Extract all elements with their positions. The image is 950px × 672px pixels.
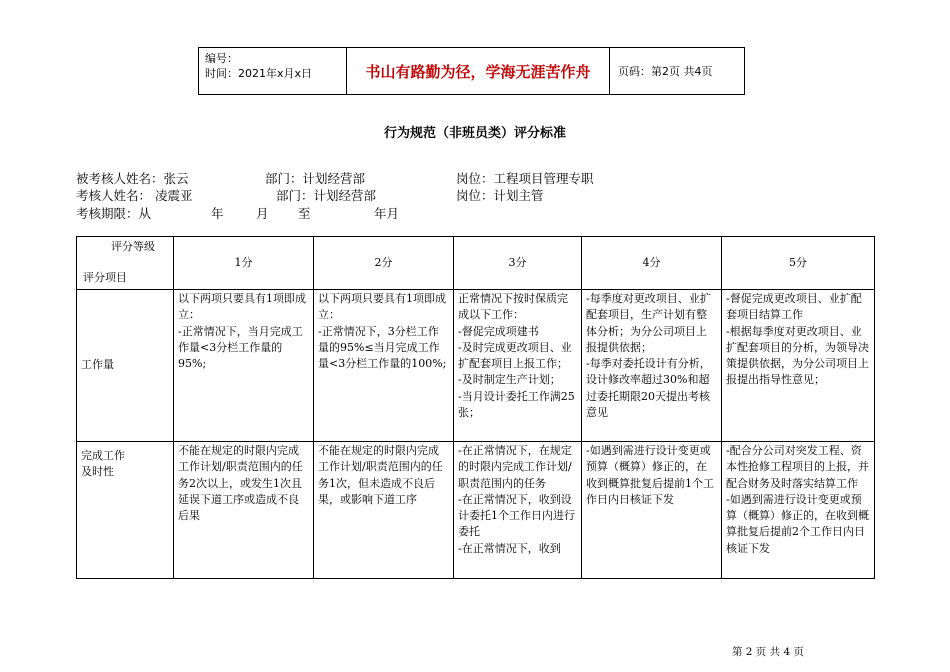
table-header-row [77,237,875,290]
time-label: 时间：2021年x月x日 [205,67,313,80]
corner-item-label: 评分项目 [83,270,127,284]
score-cell: -在正常情况下，在规定的时限内完成工作计划/职责范围内的任务 -在正常情况下，收到设计委托1个工作日内进行委托 -在正常情况下，收到 [454,442,582,579]
score-cell: 以下两项只要具有1项即成立： -正常情况下，3分栏工作量的95%≤当月完成工作量<3分栏工作量的100%; [314,290,454,442]
page-footer: 第 2 页 共 4 页 [731,646,804,658]
grade-header: 1分 [174,237,314,290]
row-item-label: 工作量 [77,290,174,442]
score-table [76,236,875,579]
table-row [77,290,875,442]
examiner-name: 考核人姓名： 凌震亚 [76,188,193,203]
grade-header: 4分 [582,237,722,290]
examiner-post: 岗位：计划主管 [456,188,544,203]
table-corner-cell [77,237,174,290]
number-label: 编号： [205,52,238,65]
grade-header: 5分 [722,237,875,290]
period-label: 考核期限：从 [76,206,152,221]
score-cell: -配合分公司对突发工程、资本性抢修工程项目的上报，并配合财务及时落实结算工作 -如遇到需进行设计变更或预算（概算）修正的，在收到概算批复后提前2个工作日内日核证下发 [722,442,875,579]
score-cell: 不能在规定的时限内完成工作计划/职责范围内的任务2次以上，或发生1次且延误下道工序或造成不良后果 [174,442,314,579]
examiner-dept: 部门：计划经营部 [276,188,377,203]
table-row [77,442,875,579]
period-month: 月 [256,206,269,221]
header-meta [199,48,347,94]
score-cell: 以下两项只要具有1项即成立： -正常情况下，当月完成工作量<3分栏工作量的95%; [174,290,314,442]
period-end: 年月 [374,206,400,221]
score-cell: 不能在规定的时限内完成工作计划/职责范围内的任务1次，但未造成不良后果，或影响下道工序 [314,442,454,579]
document-title: 行为规范（非班员类）评分标准 [383,126,566,141]
grade-header: 2分 [314,237,454,290]
period-to: 至 [298,206,311,221]
examinee-post: 岗位：工程项目管理专职 [456,171,594,186]
score-cell: 正常情况下按时保质完成以下工作： -督促完成项建书 -及时完成更改项目、业扩配套项目上报工作； -及时制定生产计划； -当月设计委托工作满25张； [454,290,582,442]
examinee-name: 被考核人姓名：张云 [76,171,189,186]
grade-header: 3分 [454,237,582,290]
corner-grade-label: 评分等级 [111,240,155,253]
page-label: 页码：第2页 共4页 [618,65,713,78]
score-cell: -如遇到需进行设计变更或预算（概算）修正的，在收到概算批复后提前1个工作日内日核证下发 [582,442,722,579]
examinee-dept: 部门：计划经营部 [265,171,366,186]
motto: 书山有路勤为径，学海无涯苦作舟 [347,48,610,94]
score-cell: -每季度对更改项目、业扩配套项目，生产计划有整体分析；为分公司项目上报提供依据； -每季对委托设计有分析，设计修改率超过30%和超过委托期限20天提出考核意见 [582,290,722,442]
row-item-label: 完成工作 及时性 [77,442,174,579]
header-box [198,47,745,95]
period-year: 年 [211,206,224,221]
score-cell: -督促完成更改项目、业扩配套项目结算工作 -根据每季度对更改项目、业扩配套项目的分析，为领导决策提供依据，为分公司项目上报提出指导性意见； [722,290,875,442]
